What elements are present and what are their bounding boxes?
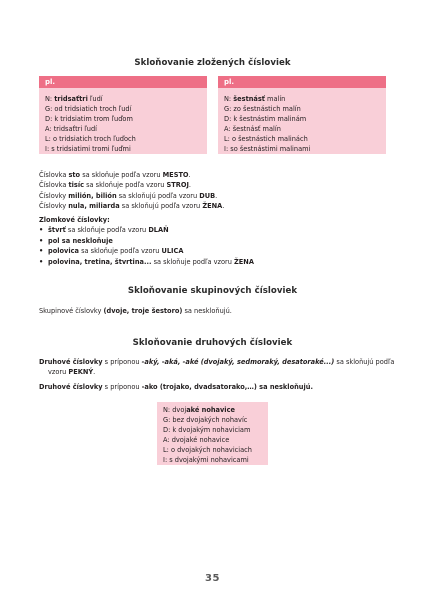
text-bold: polovina, tretina, štvrtina... — [48, 257, 152, 266]
text: s príponou — [102, 358, 142, 366]
text-bold: ULICA — [161, 247, 184, 256]
case-form: I: s dvojakými nohavicami — [163, 456, 249, 465]
declension-box-right — [218, 76, 386, 154]
case-form: A: šestnásť malín — [224, 125, 281, 134]
declension-box-left — [39, 76, 207, 154]
box-header: pl. — [39, 76, 207, 88]
text: sa skloňuje podľa vzoru — [78, 247, 162, 256]
declension-row — [45, 124, 207, 134]
text-bold: MESTO — [162, 171, 189, 179]
declension-row — [163, 435, 268, 445]
declension-row — [163, 445, 268, 455]
case-form: G: bez dvojakých nohavíc — [163, 416, 248, 425]
text: sa neskloňujú. — [182, 307, 232, 315]
text: Číslovka — [39, 181, 69, 190]
numeral-rules — [39, 170, 224, 212]
case-form: N: dvoj — [163, 406, 187, 414]
text-bold: -ako (trojako, dvadsatorako,…) sa neskloňujú. — [141, 383, 313, 391]
case-form: D: k dvojakým nohaviciam — [163, 426, 251, 435]
section-title-group: Skloňovanie skupinových čísloviek — [127, 286, 298, 296]
declension-row — [224, 144, 386, 154]
declension-row — [45, 114, 207, 124]
section-title-compound: Skloňovanie zložených čísloviek — [134, 58, 291, 68]
declension-rows — [39, 88, 207, 155]
rule-line — [39, 180, 224, 190]
text-bold: DLAŇ — [148, 226, 169, 235]
text: . — [188, 181, 192, 190]
text-bold: -aký, -aká, -aké (dvojaký, sedmoraký, desatoraké...) — [141, 358, 335, 366]
declension-row — [224, 134, 386, 144]
text-bold: PEKNÝ — [68, 368, 94, 377]
rule-line — [39, 191, 224, 201]
declension-row — [224, 124, 386, 134]
text: sa skloňuje podľa vzoru — [84, 181, 167, 190]
text-bold: štvrť — [48, 226, 66, 235]
text-bold: milión, bilión — [68, 191, 117, 200]
rule-line — [39, 201, 224, 211]
text-bold: (dvoje, troje šestoro) — [103, 307, 183, 315]
case-form: ľudí — [87, 95, 103, 103]
declension-row — [45, 104, 207, 114]
case-form-bold: tridsaťtri — [54, 95, 88, 103]
text: . — [222, 202, 225, 211]
section-title-kind: Skloňovanie druhových čísloviek — [132, 338, 293, 348]
box-header: pl. — [218, 76, 386, 88]
text: sa skloňujú podľa vzoru — [116, 191, 200, 200]
text-bold: ŽENA — [202, 202, 223, 211]
declension-row — [163, 405, 268, 415]
case-form-bold: aké nohavice — [186, 406, 235, 414]
fraction-section — [39, 215, 254, 267]
case-form: G: zo šestnástich malín — [224, 105, 301, 114]
text: sa skloňuje podľa vzoru — [65, 226, 149, 235]
text: Číslovky — [39, 202, 69, 211]
case-form: N: — [224, 95, 234, 103]
fraction-item — [39, 225, 254, 235]
text-bold: polovica — [48, 247, 79, 256]
case-form: I: s tridsiatimi tromi ľuďmi — [45, 145, 131, 154]
case-form: L: o dvojakých nohaviciach — [163, 446, 252, 455]
declension-row — [163, 425, 268, 435]
text: sa skloňujú podľa vzoru — [119, 202, 203, 211]
text-bold: Druhové číslovky — [39, 358, 103, 366]
text-bold: ŽENA — [234, 257, 254, 266]
text-bold: pol sa neskloňuje — [48, 236, 113, 245]
fraction-item — [39, 236, 254, 246]
text: . — [215, 191, 218, 200]
case-form: G: od tridsiatich troch ľudí — [45, 105, 132, 114]
text-bold: DUB — [199, 191, 216, 200]
declension-row — [45, 144, 207, 154]
text-bold: nula, miliarda — [68, 202, 120, 211]
kind-numerals-paragraph-2 — [39, 382, 313, 392]
text-bold: tisíc — [68, 181, 84, 190]
text: sa skloňuje podľa vzoru — [151, 257, 235, 266]
fraction-item — [39, 246, 254, 256]
case-form: A: dvojaké nohavice — [163, 436, 230, 445]
kind-numerals-paragraph-1 — [39, 357, 394, 378]
rule-line — [39, 170, 224, 180]
fraction-title: Zlomkové číslovky: — [39, 216, 110, 224]
text: vzoru — [48, 368, 69, 377]
declension-row — [45, 134, 207, 144]
case-form: D: k šestnástim malinám — [224, 115, 307, 124]
declension-rows — [157, 402, 268, 466]
case-form: I: so šestnástimi malinami — [224, 145, 311, 154]
text-bold: Druhové číslovky — [39, 383, 103, 391]
declension-rows — [218, 88, 386, 155]
declension-row — [163, 455, 268, 465]
fraction-item — [39, 257, 254, 267]
case-form: N: — [45, 95, 55, 103]
text: Skupinové číslovky — [39, 307, 104, 315]
declension-row — [224, 114, 386, 124]
case-form: malín — [264, 95, 286, 103]
case-form-bold: šestnásť — [233, 95, 265, 103]
declension-row — [45, 94, 207, 104]
group-numerals-text — [39, 306, 232, 316]
declension-row — [224, 104, 386, 114]
case-form: L: o šestnástich malinách — [224, 135, 308, 144]
text: Číslovky — [39, 191, 69, 200]
case-form: L: o tridsiatich troch ľuďoch — [45, 135, 136, 144]
text: . — [93, 368, 96, 377]
declension-row — [163, 415, 268, 425]
declension-row — [224, 94, 386, 104]
text-bold: STROJ — [166, 181, 189, 190]
text: sa skloňujú podľa — [334, 358, 395, 366]
case-form: A: tridsaťtri ľudí — [45, 125, 97, 134]
declension-box-kind — [157, 402, 268, 465]
text: sa skloňuje podľa vzoru — [80, 171, 163, 179]
page-number: 35 — [205, 573, 220, 584]
case-form: D: k tridsiatim trom ľuďom — [45, 115, 133, 124]
text-bold: sto — [68, 171, 81, 179]
text: s príponou — [102, 383, 142, 391]
fraction-list — [39, 225, 254, 267]
text: . — [188, 171, 191, 179]
text: Číslovka — [39, 171, 69, 179]
